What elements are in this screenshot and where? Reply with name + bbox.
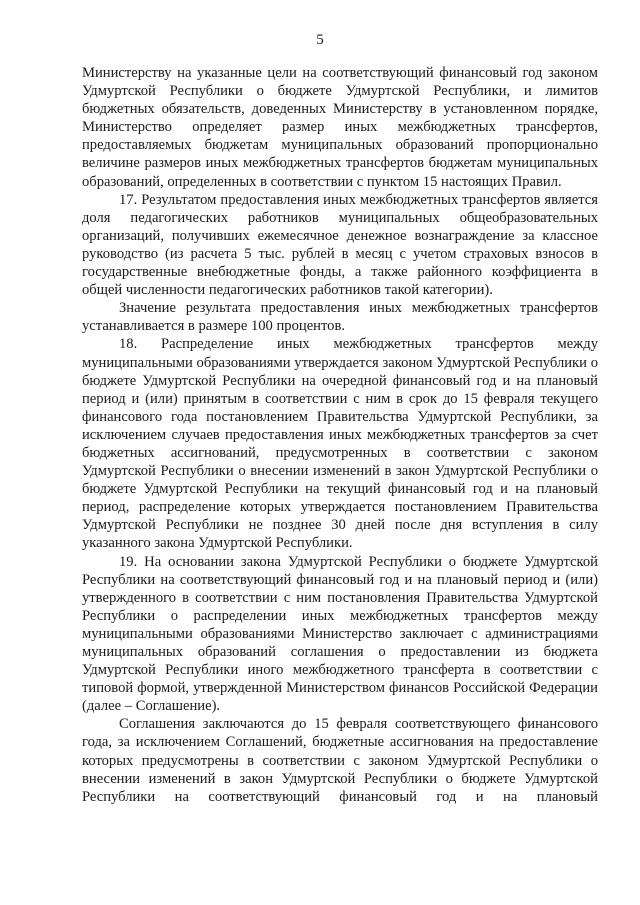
- paragraph-item-17: 17. Результатом предоставления иных межбюджетных трансфертов является доля педагогических работников муниципальных общеобразовательных организаций, получивших ежемесячное денежное вознаграждение за классное руководство (из расчета 5 тыс. рублей в месяц с учетом страховых взносов в государственные внебюджетные фонды, а также районного коэффициента в общей численности педагогических работников такой категории).: [82, 191, 598, 299]
- page-number: 5: [316, 32, 324, 48]
- paragraph-agreements: Соглашения заключаются до 15 февраля соответствующего финансового года, за исключением Соглашений, бюджетные ассигнования на предоставление которых предусмотрены в соответствии с законом Удмуртской Республики о внесении изменений в закон Удмуртской Республики о бюджете Удмуртской Республики на соответствующий финансовый год и на плановый: [82, 716, 598, 805]
- paragraph-result-value: Значение результата предоставления иных межбюджетных трансфертов устанавливается в размере 100 процентов.: [82, 300, 598, 335]
- paragraph-item-18: 18. Распределение иных межбюджетных трансфертов между муниципальными образованиями утверждается законом Удмуртской Республики о бюджете Удмуртской Республики на очередной финансовый год и на плановый период и (или) принятым в соответствии с ним в срок до 15 февраля текущего финансового года постановлением Правительства Удмуртской Республики, за исключением случаев предоставления иных межбюджетных трансфертов за счет бюджетных ассигнований, предусмотренных в соответствии с законом Удмуртской Республики о внесении изменений в закон Удмуртской Республики о бюджете Удмуртской Республики на текущий финансовый год и на плановый период, распределение которых утверждается постановлением Правительства Удмуртской Республики не позднее 30 дней после дня вступления в силу указанного закона Удмуртской Республики.: [82, 336, 598, 552]
- paragraph-continuation: Министерству на указанные цели на соответствующий финансовый год законом Удмуртской Республики о бюджете Удмуртской Республики, и лимитов бюджетных обязательств, доведенных Министерству в установленном порядке, Министерство определяет размер иных межбюджетных трансфертов, предоставляемых бюджетам муниципальных образований пропорционально величине размеров иных межбюджетных трансфертов бюджетам муниципальных образований, определенных в соответствии с пунктом 15 настоящих Правил.: [82, 65, 598, 190]
- document-body: [82, 64, 598, 806]
- paragraph-item-19: 19. На основании закона Удмуртской Республики о бюджете Удмуртской Республики на соответствующий финансовый год и на плановый период и (или) утвержденного в соответствии с ним постановления Правительства Удмуртской Республики о распределении иных межбюджетных трансфертов между муниципальными образованиями Министерство заключает с администрациями муниципальных образований соглашения о предоставлении из бюджета Удмуртской Республики иного межбюджетного трансферта в соответствии с типовой формой, утвержденной Министерством финансов Российской Федерации (далее – Соглашение).: [82, 553, 598, 715]
